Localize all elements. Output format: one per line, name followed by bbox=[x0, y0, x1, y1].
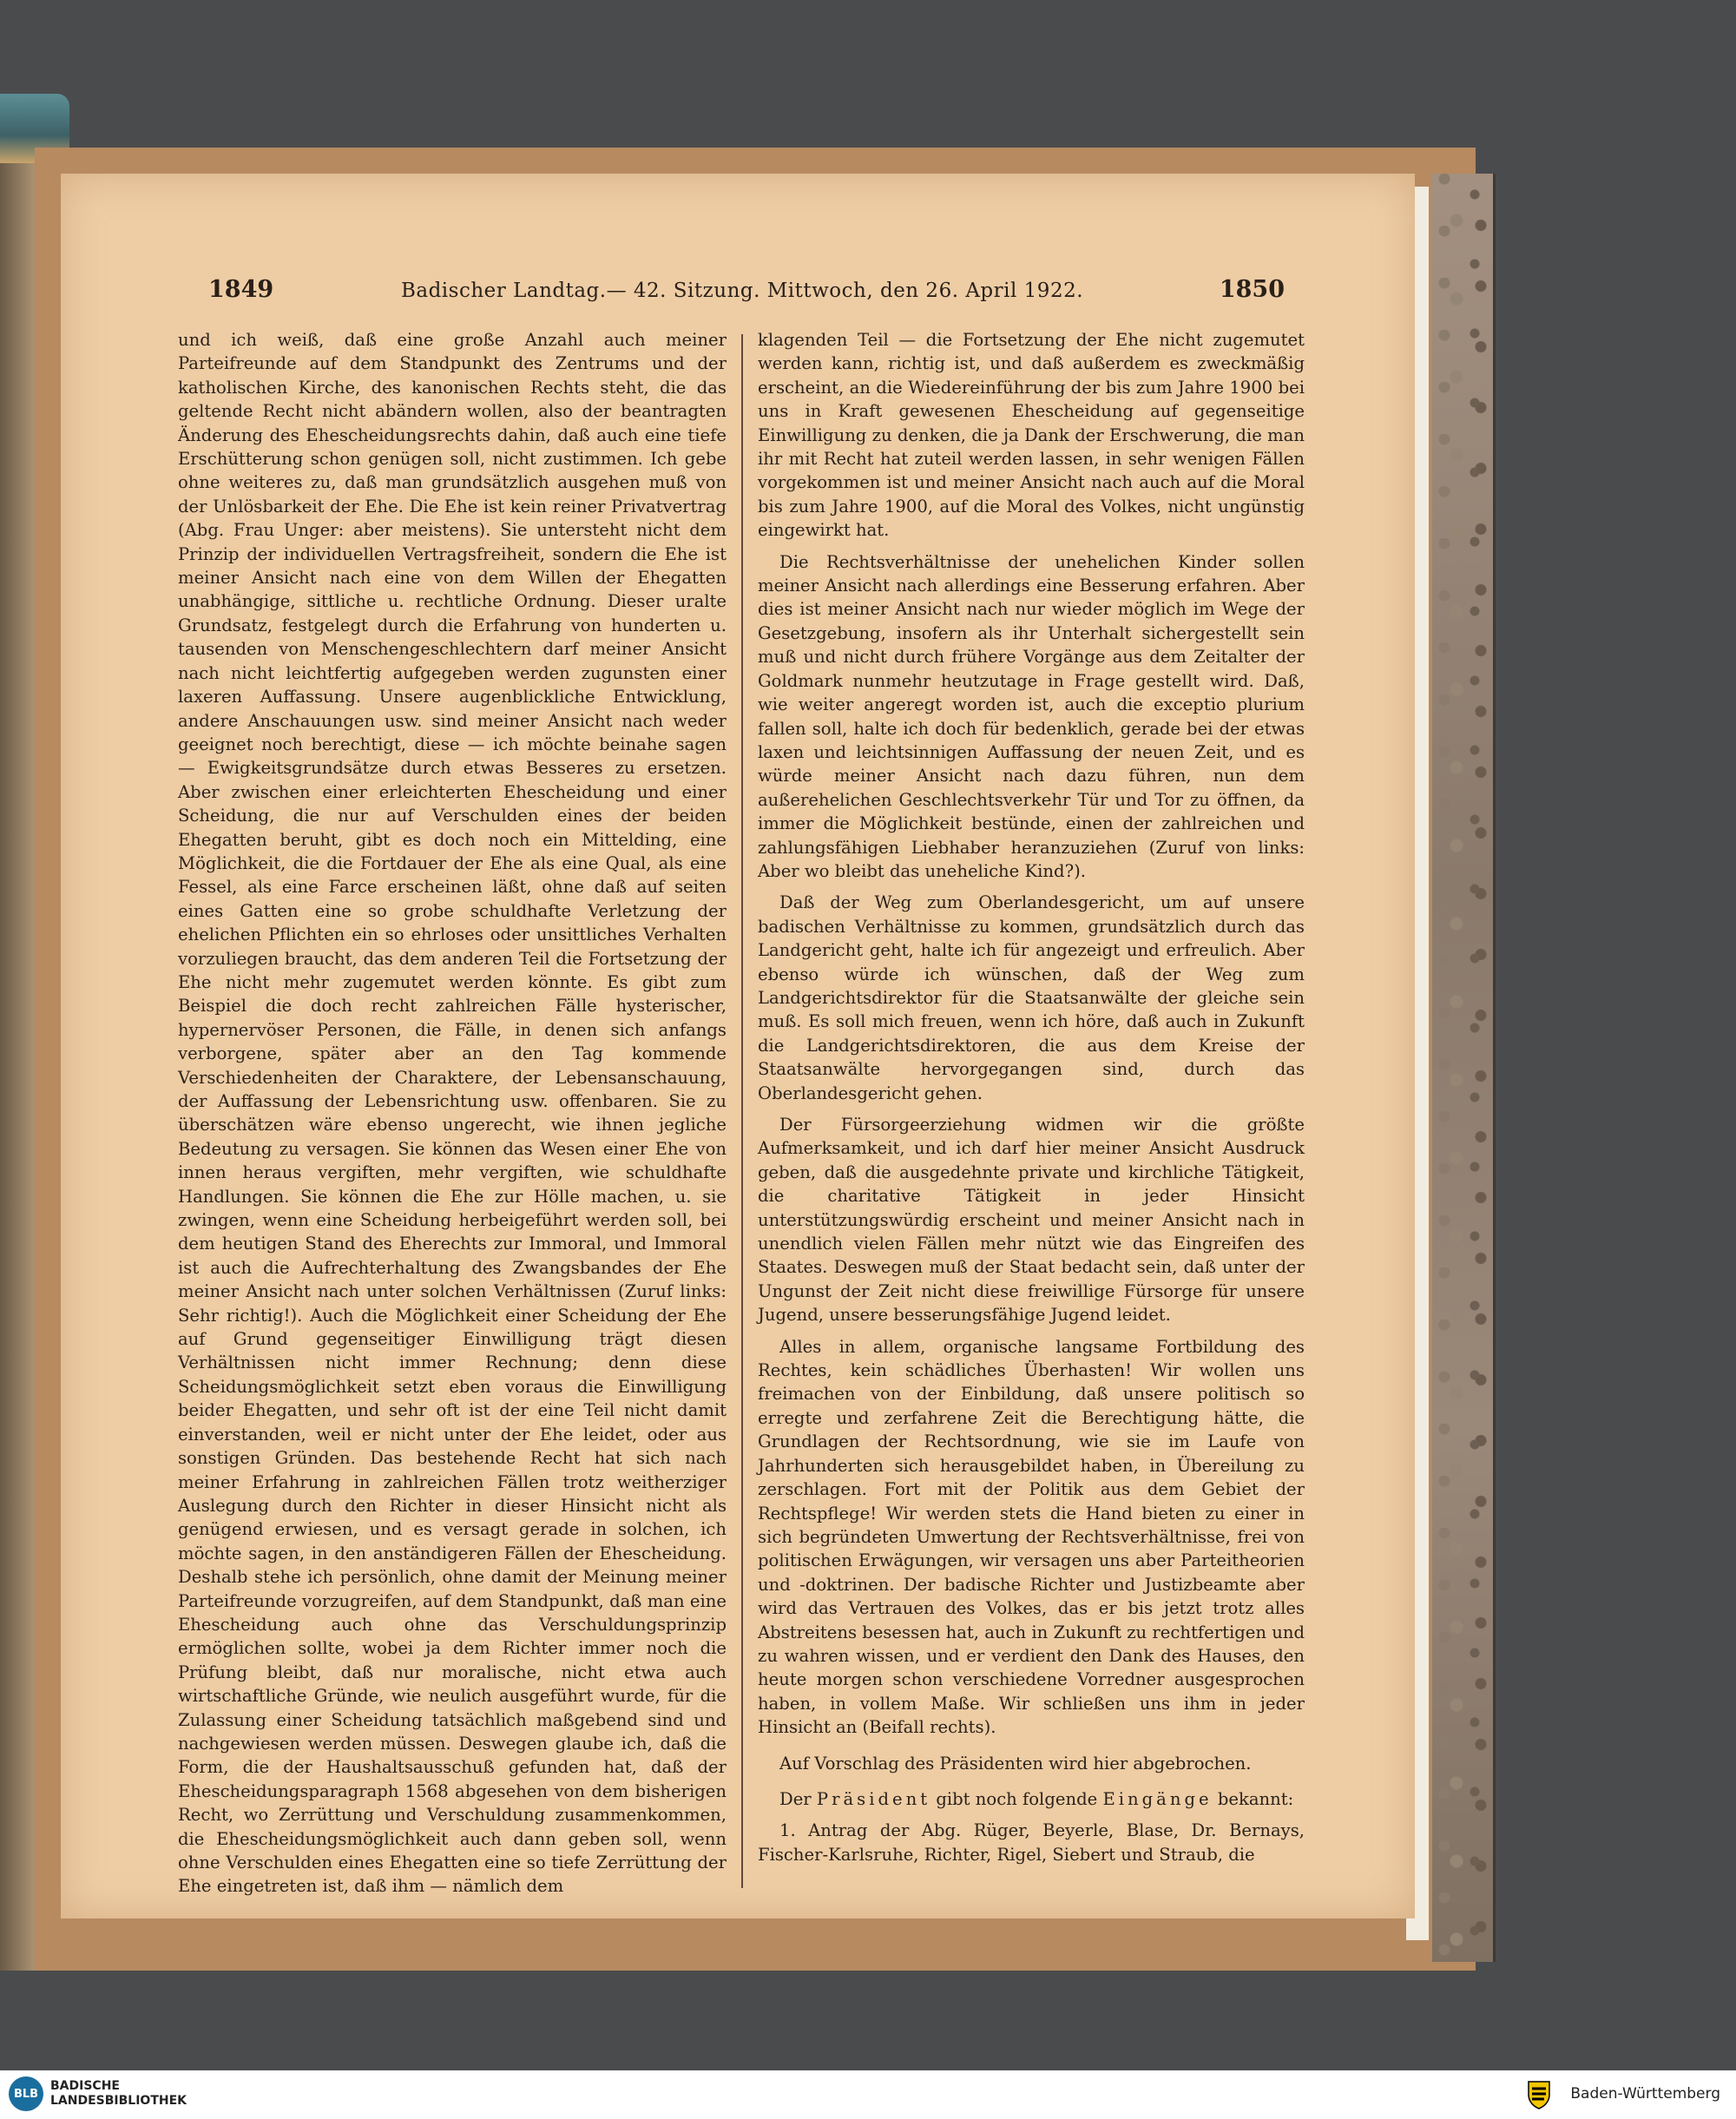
footer-bar bbox=[0, 2070, 1736, 2119]
eingaenge-intro bbox=[758, 1787, 1305, 1811]
marbled-endpaper bbox=[1432, 174, 1496, 1962]
paragraph: Daß der Weg zum Oberlandesgericht, um auf unsere badischen Verhältnisse zu kommen, grundsätzlich durch das Landgericht geht, halte ich für angezeigt und erfreulich. Aber ebenso würde ich wünschen, daß der Weg zum Landgerichtsdirektor für die Staatsanwälte der gleiche sein muß. Es soll mich freuen, wenn ich höre, daß auch in Zukunft die Landgerichtsdirektoren, die aus dem Kreise der Staatsanwälte hervorgegangen sind, durch das Oberlandesgericht gehen. bbox=[758, 892, 1305, 1103]
eingang-item: 1. Antrag der Abg. Rüger, Beyerle, Blase, Dr. Bernays, Fischer-Karlsruhe, Richter, Rigel, Siebert und Straub, die bbox=[758, 1820, 1305, 1865]
left-column bbox=[178, 328, 727, 1906]
baden-wuerttemberg-label: Baden-Württemberg bbox=[1570, 2085, 1720, 2103]
blb-name bbox=[50, 2079, 187, 2109]
paragraph: Alles in allem, organische langsame Fortbildung des Rechtes, kein schädliches Überhasten! Wir wollen uns freimachen von der Einbildung, daß unsere politisch so erregte und zerfahrene Zeit die Berechtigung hätte, die Grundlagen der Rechtsordnung, wie sie im Laufe von Jahrhunderten sich herausgebildet haben, in Übereilung zu zerschlagen. Fort mit der Politik aus dem Gebiet der Rechtspflege! Wir werden stets die Hand bieten zu einer in sich begründeten Umwertung der Rechtsverhältnisse, frei von politischen Erwägungen, wir versagen uns aber Parteitheorien und -doktrinen. Der badische Richter und Justizbeamte aber wird das Vertrauen des Volkes, das er bis jetzt trotz alles Abstreitens besessen hat, auch in Zukunft zu rechtfertigen und zu wahren wissen, und er verdient den Dank des Hauses, den heute morgen schon verschiedene Vorredner ausgesprochen haben, in vollem Maße. Wir schließen uns ihm in jeder Hinsicht an (Beifall rechts). bbox=[758, 1336, 1305, 1738]
procedural-note: Auf Vorschlag des Präsidenten wird hier abgebrochen. bbox=[779, 1753, 1252, 1774]
running-head bbox=[200, 276, 1285, 311]
blb-name-line2: LANDESBIBLIOTHEK bbox=[50, 2094, 187, 2108]
eingaenge-label: Eingänge bbox=[1102, 1788, 1213, 1809]
intro-text: Der bbox=[779, 1788, 817, 1809]
paragraph: klagenden Teil — die Fortsetzung der Ehe nicht zugemutet werden kann, richtig ist, und daß außerdem es zweckmäßig erscheint, an die Wiedereinführung der bis zum Jahre 1900 bei uns in Kraft gewesenen Ehescheidung auf gegenseitige Einwilligung zu denken, die ja Dank der Erschwerung, die man ihr mit Recht hat zuteil werden lassen, in sehr wenigen Fällen vorgekommen ist und meiner Ansicht nach auch auf die Moral bis zum Jahre 1900, auf die Moral des Volkes, nicht ungünstig eingewirkt hat. bbox=[758, 330, 1305, 541]
intro-text: bekannt: bbox=[1212, 1788, 1294, 1809]
right-column bbox=[758, 328, 1305, 1874]
paragraph: Die Rechtsverhältnisse der unehelichen Kinder sollen meiner Ansicht nach allerdings eine Besserung erfahren. Aber dies ist meiner Ansicht nach nur wieder möglich im Wege der Gesetzgebung, insofern als ihr Unterhalt sichergestellt sein muß und nicht durch frühere Vorgänge aus dem Zeitalter der Goldmark nunmehr heutzutage in Frage gestellt wird. Daß, wie weiter angeregt worden ist, auch die exceptio plurium fallen soll, halte ich doch für bedenklich, gerade bei der etwas laxen und leichtsinnigen Auffassung der neuen Zeit, und es würde meiner Ansicht nach dazu führen, nun dem außerehelichen Geschlechtsverkehr Tür und Tor zu öffnen, da immer die Möglichkeit bestünde, einen der zahlreichen und zahlungsfähigen Liebhaber heranzuziehen (Zuruf von links: Aber wo bleibt das uneheliche Kind?). bbox=[758, 551, 1305, 881]
column-rule bbox=[741, 334, 743, 1888]
running-title: Badischer Landtag.— 42. Sitzung. Mittwoch, den 26. April 1922. bbox=[400, 280, 1084, 302]
page-number-right: 1850 bbox=[1219, 276, 1285, 303]
page-number-left: 1849 bbox=[208, 276, 274, 303]
blb-name-line1: BADISCHE bbox=[50, 2079, 120, 2093]
blb-logo[interactable]: BLB bbox=[9, 2076, 43, 2111]
paragraph: und ich weiß, daß eine große Anzahl auch meiner Parteifreunde auf dem Standpunkt des Zentrums und der katholischen Kirche, des kanonischen Rechts steht, die das geltende Recht nicht abändern wollen, also der beantragten Änderung des Ehescheidungsrechts dahin, daß auch eine tiefe Erschütterung schon genügen soll, nicht zustimmen. Ich gebe ohne weiteres zu, daß man grundsätzlich ausgehen muß von der Unlösbarkeit der Ehe. Die Ehe ist kein reiner Privatvertrag (Abg. Frau Unger: aber meistens). Sie untersteht nicht dem Prinzip der individuellen Vertragsfreiheit, sondern die Ehe ist meiner Ansicht nach eine von dem Willen der Ehegatten unabhängige, sittliche u. rechtliche Ordnung. Dieser uralte Grundsatz, festgelegt durch die Erfahrung von hunderten u. tausenden von Menschengeschlechtern darf meiner Ansicht nach nicht leichtfertig aufgegeben werden zugunsten einer laxeren Auffassung. Unsere augenblickliche Entwicklung, andere Anschauungen usw. sind meiner Ansicht nach weder geeignet noch berechtigt, diese — ich möchte beinahe sagen — Ewigkeitsgrundsätze durch etwas Besseres zu ersetzen. Aber zwischen einer erleichterten Ehescheidung und einer Scheidung, die nur auf Verschulden eines der beiden Ehegatten beruht, gibt es doch noch ein Mittelding, eine Möglichkeit, die die Fortdauer der Ehe als eine Qual, als eine Fessel, als eine Farce erscheinen läßt, ohne daß auf seiten eines Gatten eine so grobe schuldhafte Verletzung der ehelichen Pflichten ein so ehrloses oder unsittliches Verhalten vorzuliegen braucht, das dem anderen Teil die Fortsetzung der Ehe nicht mehr zugemutet werden könnte. Es gibt zum Beispiel die doch recht zahlreichen Fälle hysterischer, hypernervöser Personen, die Fälle, in denen sich anfangs verborgene, später aber an den Tag kommende Verschiedenheiten der Charaktere, der Lebensanschauung, der Auffassung der Lebensrichtung usw. offenbaren. Sie zu überschätzen wäre ebenso ungerecht, wie ihnen jegliche Bedeutung zu versagen. Sie können das Wesen einer Ehe von innen heraus vergiften, mehr vergiften, wie schuldhafte Handlungen. Sie können die Ehe zur Hölle machen, u. sie zwingen, wenn eine Scheidung herbeigeführt werden soll, bei dem heutigen Stand des Eherechts zur Immoral, und Immoral ist auch die Aufrechterhaltung des Zwangsbandes der Ehe meiner Ansicht nach unter solchen Verhältnissen (Zuruf links: Sehr richtig!). Auch die Möglichkeit einer Scheidung der Ehe auf Grund gegenseitiger Einwilligung trägt diesen Verhältnissen nicht immer Rechnung; denn diese Scheidungsmöglichkeit setzt eben voraus die Einwilligung beider Ehegatten, und sehr oft ist der eine Teil nicht damit einverstanden, weil er nicht unter der Ehe leidet, oder aus sonstigen Gründen. Das bestehende Recht hat sich nach meiner Erfahrung in zahlreichen Fällen trotz weitherziger Auslegung durch den Richter in dieser Hinsicht nicht als genügend erwiesen, und es versagt gerade in solchen, ich möchte sagen, in den anständigeren Fällen der Ehescheidung. Deshalb stehe ich persönlich, ohne damit der Meinung meiner Parteifreunde vorzugreifen, auf dem Standpunkt, daß man eine Ehescheidung auch ohne das Verschuldungsprinzip ermöglichen sollte, wobei ja dem Richter immer noch die Prüfung bleibt, daß nur moralische, nicht etwa auch wirtschaftliche Gründe, wie neulich ausgeführt wurde, für die Zulassung einer Scheidung tatsächlich maßgebend sind und nachgewiesen werden müssen. Deswegen glaube ich, daß die Form, die der Haushaltsausschuß gefunden hat, daß der Ehescheidungsparagraph 1568 abgesehen von dem bisherigen Recht, wo Zerrüttung und Verschuldung zusammenkommen, die Ehescheidungsmöglichkeit auch dann geben soll, wenn ohne Verschulden eines Ehegatten eine so tiefe Zerrüttung der Ehe eingetreten ist, daß ihm — nämlich dem bbox=[178, 330, 727, 1897]
paragraph: Der Fürsorgeerziehung widmen wir die größte Aufmerksamkeit, und ich darf hier meiner Ansicht Ausdruck geben, daß die ausgedehnte private und kirchliche Tätigkeit, die charitative Tätigkeit in jeder Hinsicht unterstützungswürdig erscheint und meiner Ansicht nach in unendlich vielen Fällen mehr nützt wie das Eingreifen des Staates. Deswegen muß der Staat bedacht sein, daß unter der Ungunst der Zeit nicht diese freiwillige Fürsorge für unsere Jugend, unsere besserungsfähige Jugend leidet. bbox=[758, 1115, 1305, 1326]
praesident-label: Präsident bbox=[816, 1788, 931, 1809]
baden-wuerttemberg-coat-of-arms-icon[interactable] bbox=[1526, 2079, 1552, 2110]
intro-text: gibt noch folgende bbox=[930, 1788, 1103, 1809]
